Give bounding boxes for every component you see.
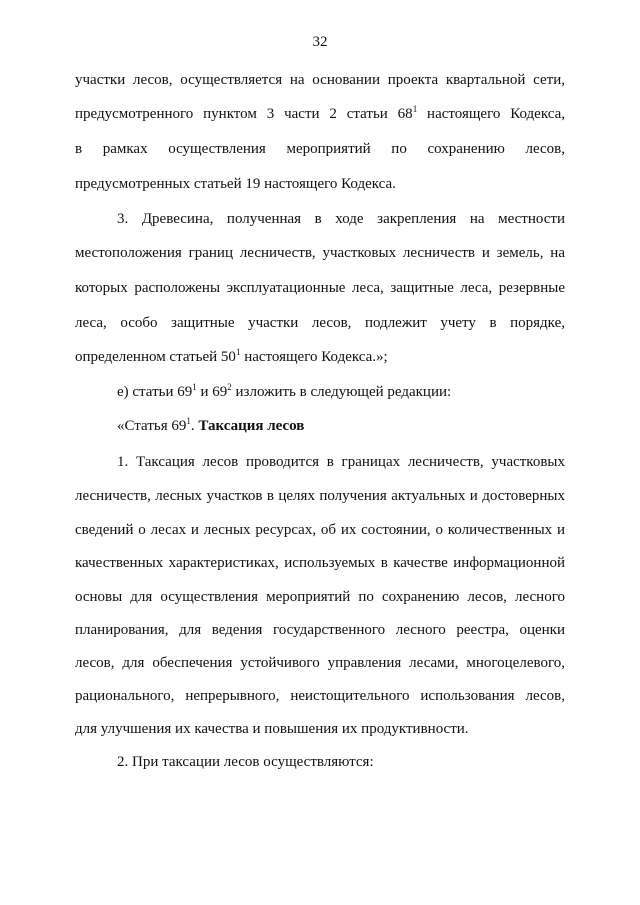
- text-line: [75, 175, 565, 193]
- text-line: [117, 453, 565, 471]
- text-line: [75, 487, 565, 505]
- text-segment: .: [190, 418, 199, 434]
- text-segment: е) статьи 69: [117, 384, 193, 400]
- text-segment: предусмотренного пунктом 3 части 2 статьи 68: [75, 106, 413, 122]
- text-segment: определенном статьей 50: [75, 349, 236, 365]
- page-number: 32: [312, 34, 328, 50]
- text-line: [75, 348, 565, 366]
- text-line: [75, 720, 565, 738]
- text-line-content: которых расположены эксплуатационные леса, защитные леса, резервные: [75, 280, 565, 296]
- text-line-content: 3. Древесина, полученная в ходе закрепления на местности: [117, 211, 565, 227]
- text-segment: изложить в следующей редакции:: [231, 384, 452, 400]
- text-line-content: 2. При таксации лесов осуществляются:: [117, 754, 374, 770]
- superscript: 1: [192, 382, 197, 392]
- text-line: [75, 244, 565, 262]
- text-line-content: местоположения границ лесничеств, участковых лесничеств и земель, на: [75, 245, 565, 261]
- article-title: Таксация лесов: [198, 418, 305, 434]
- text-segment: и 69: [196, 384, 228, 400]
- text-line-content: в рамках осуществления мероприятий по сохранению лесов,: [75, 141, 565, 157]
- text-line-content: леса, особо защитные участки лесов, подлежит учету в порядке,: [75, 315, 565, 331]
- text-line: [117, 753, 565, 771]
- text-segment: настоящего Кодекса,: [417, 106, 565, 122]
- text-line: [117, 210, 565, 228]
- superscript: 1: [186, 416, 191, 426]
- text-segment: «Статья 69: [117, 418, 187, 434]
- text-line-content: для улучшения их качества и повышения их продуктивности.: [75, 721, 469, 737]
- text-line-content: предусмотренных статьей 19 настоящего Кодекса.: [75, 176, 396, 192]
- text-line: [75, 314, 565, 332]
- text-segment: настоящего Кодекса.»;: [240, 349, 388, 365]
- text-line: [75, 521, 565, 539]
- text-line: [75, 554, 565, 572]
- text-line: [75, 621, 565, 639]
- text-line-content: лесничеств, лесных участков в целях получения актуальных и достоверных: [75, 488, 565, 504]
- superscript: 1: [235, 347, 241, 357]
- text-line-content: качественных характеристиках, используемых в качестве информационной: [75, 555, 565, 571]
- superscript: 2: [227, 382, 232, 392]
- text-line-content: 1. Таксация лесов проводится в границах лесничеств, участковых: [117, 454, 565, 470]
- text-line: [75, 105, 565, 123]
- text-line: [75, 71, 565, 89]
- text-line: [75, 140, 565, 158]
- text-line: [75, 588, 565, 606]
- text-line: [75, 279, 565, 297]
- text-line-content: сведений о лесах и лесных ресурсах, об их состоянии, о количественных и: [75, 522, 565, 538]
- article-heading: [117, 417, 565, 435]
- text-line: [75, 687, 565, 705]
- text-line-content: участки лесов, осуществляется на основании проекта квартальной сети,: [75, 72, 565, 88]
- text-line-content: основы для осуществления мероприятий по сохранению лесов, лесного: [75, 589, 565, 605]
- text-line: [75, 654, 565, 672]
- text-line-content: планирования, для ведения государственного лесного реестра, оценки: [75, 622, 565, 638]
- superscript: 1: [412, 104, 418, 114]
- text-line-content: рационального, непрерывного, неистощительного использования лесов,: [75, 688, 565, 704]
- text-line: [117, 383, 565, 401]
- text-line-content: лесов, для обеспечения устойчивого управления лесами, многоцелевого,: [75, 655, 565, 671]
